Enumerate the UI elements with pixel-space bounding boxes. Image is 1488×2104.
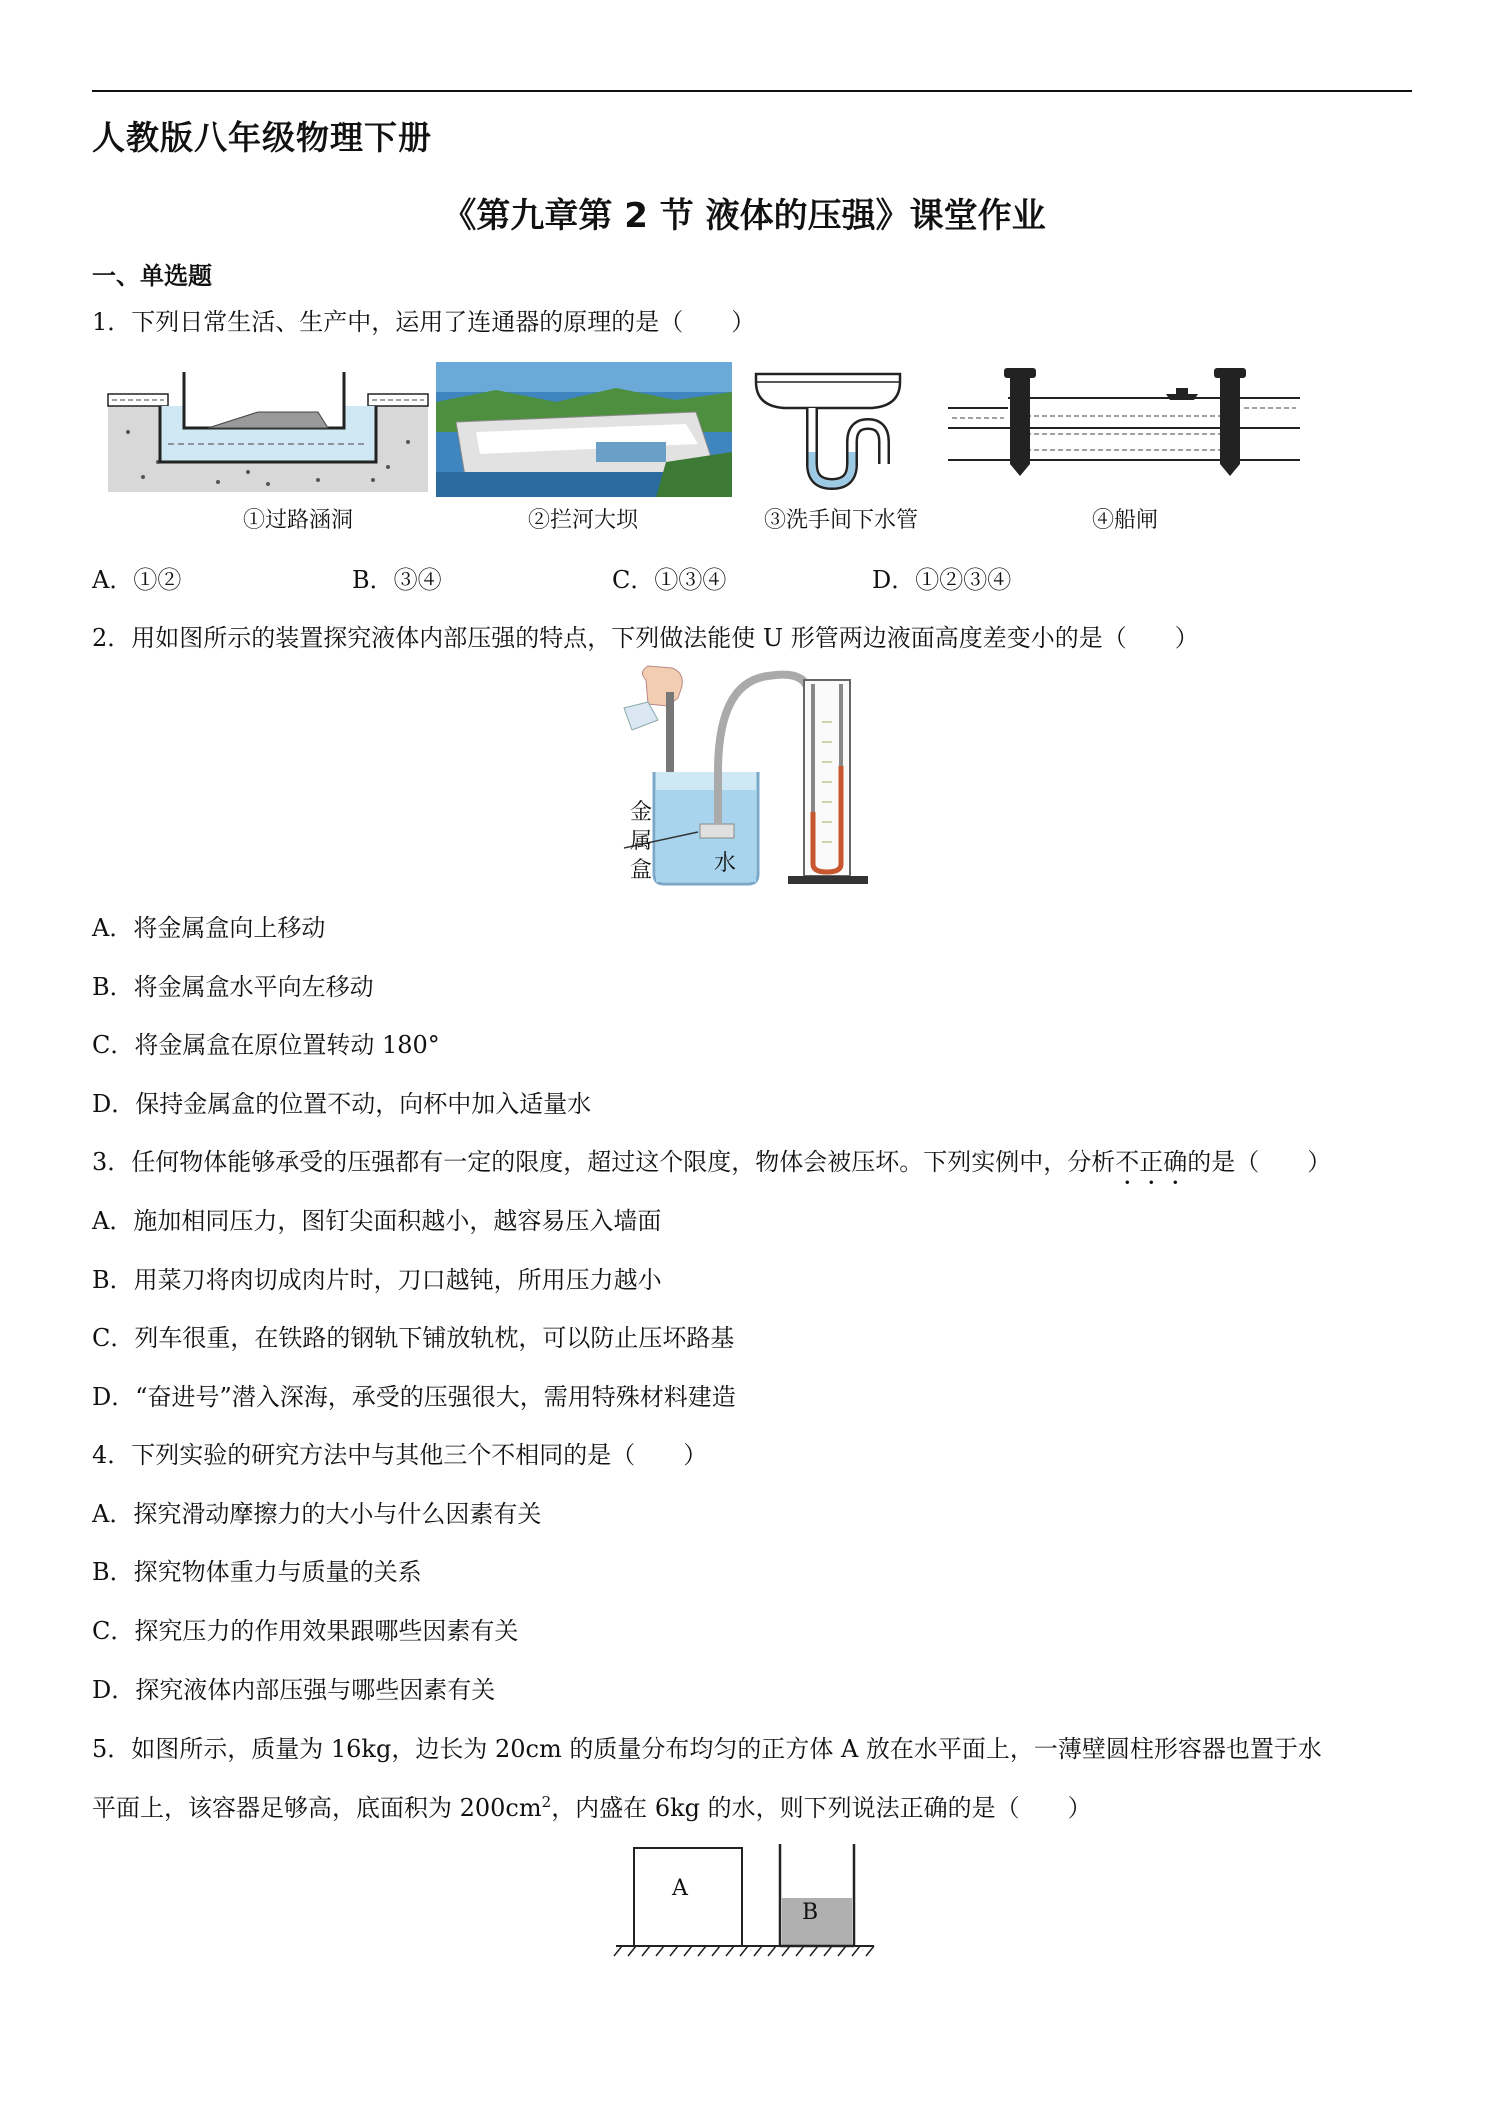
cube-a-label: A	[672, 1876, 688, 1901]
sink-drain-figure	[752, 372, 912, 492]
q4-option-d[interactable]: D．探究液体内部压强与哪些因素有关	[92, 1676, 496, 1704]
q5-line2-sup: 2	[541, 1793, 552, 1811]
figure-caption-lock: ④船闸	[1091, 508, 1158, 533]
q5-line2-before: 平面上，该容器足够高，底面积为 200cm	[92, 1794, 542, 1822]
q5-line2	[92, 1788, 1092, 1823]
q5-line2-after: ，内盛在 6kg 的水，则下列说法正确的是（ ）	[551, 1794, 1092, 1822]
water-label: 水	[714, 851, 737, 876]
figure-caption-culvert: ①过路涵洞	[242, 508, 353, 533]
q3-option-d[interactable]: D．“奋进号”潜入深海，承受的压强很大，需用特殊材料建造	[92, 1383, 736, 1411]
dam-figure	[436, 362, 732, 497]
ship-lock-figure	[948, 368, 1300, 480]
culvert-figure	[108, 372, 428, 492]
q3-stem-emphasis: 不正确	[1115, 1148, 1188, 1176]
q2-stem: 2．用如图所示的装置探究液体内部压强的特点，下列做法能使 U 形管两边液面高度差变小的是（ ）	[92, 624, 1199, 652]
figure-caption-drain: ③洗手间下水管	[763, 508, 918, 533]
q3-option-a[interactable]: A．施加相同压力，图钉尖面积越小，越容易压入墙面	[92, 1207, 662, 1235]
figure-caption-dam: ②拦河大坝	[527, 508, 638, 533]
q2-option-c[interactable]: C．将金属盒在原位置转动 180°	[92, 1031, 440, 1059]
q1-option-b[interactable]: B．③④	[352, 566, 442, 594]
q3-stem	[92, 1142, 1331, 1190]
page-title: 《第九章第 2 节 液体的压强》课堂作业	[442, 196, 1046, 236]
q1-option-a[interactable]: A．①②	[92, 566, 182, 594]
top-rule	[92, 90, 1412, 92]
q5-line1: 5．如图所示，质量为 16kg，边长为 20cm 的质量分布均匀的正方体 A 放在水平面上，一薄壁圆柱形容器也置于水	[92, 1735, 1322, 1763]
q4-option-a[interactable]: A．探究滑动摩擦力的大小与什么因素有关	[92, 1500, 542, 1528]
q1-option-c[interactable]: C．①③④	[612, 566, 727, 594]
container-b-label: B	[802, 1900, 819, 1925]
q3-stem-after: 的是（ ）	[1187, 1148, 1332, 1176]
metal-box-label: 金属盒	[629, 800, 652, 883]
q2-option-a[interactable]: A．将金属盒向上移动	[92, 914, 326, 942]
cube-container-figure	[612, 1842, 884, 1960]
section-heading: 一、单选题	[92, 262, 212, 290]
q1-stem: 1．下列日常生活、生产中，运用了连通器的原理的是（ ）	[92, 308, 756, 336]
page-header: 人教版八年级物理下册	[92, 118, 432, 157]
q2-option-d[interactable]: D．保持金属盒的位置不动，向杯中加入适量水	[92, 1090, 592, 1118]
q2-option-b[interactable]: B．将金属盒水平向左移动	[92, 973, 374, 1001]
q4-option-b[interactable]: B．探究物体重力与质量的关系	[92, 1558, 422, 1586]
q3-option-b[interactable]: B．用菜刀将肉切成肉片时，刀口越钝，所用压力越小	[92, 1266, 662, 1294]
q4-stem: 4．下列实验的研究方法中与其他三个不相同的是（ ）	[92, 1441, 708, 1469]
q3-option-c[interactable]: C．列车很重，在铁路的钢轨下铺放轨枕，可以防止压坏路基	[92, 1324, 735, 1352]
q3-stem-before: 3．任何物体能够承受的压强都有一定的限度，超过这个限度，物体会被压坏。下列实例中，分析	[92, 1148, 1116, 1176]
q1-option-d[interactable]: D．①②③④	[872, 566, 1012, 594]
pressure-gauge-figure	[618, 662, 878, 892]
q4-option-c[interactable]: C．探究压力的作用效果跟哪些因素有关	[92, 1617, 519, 1645]
